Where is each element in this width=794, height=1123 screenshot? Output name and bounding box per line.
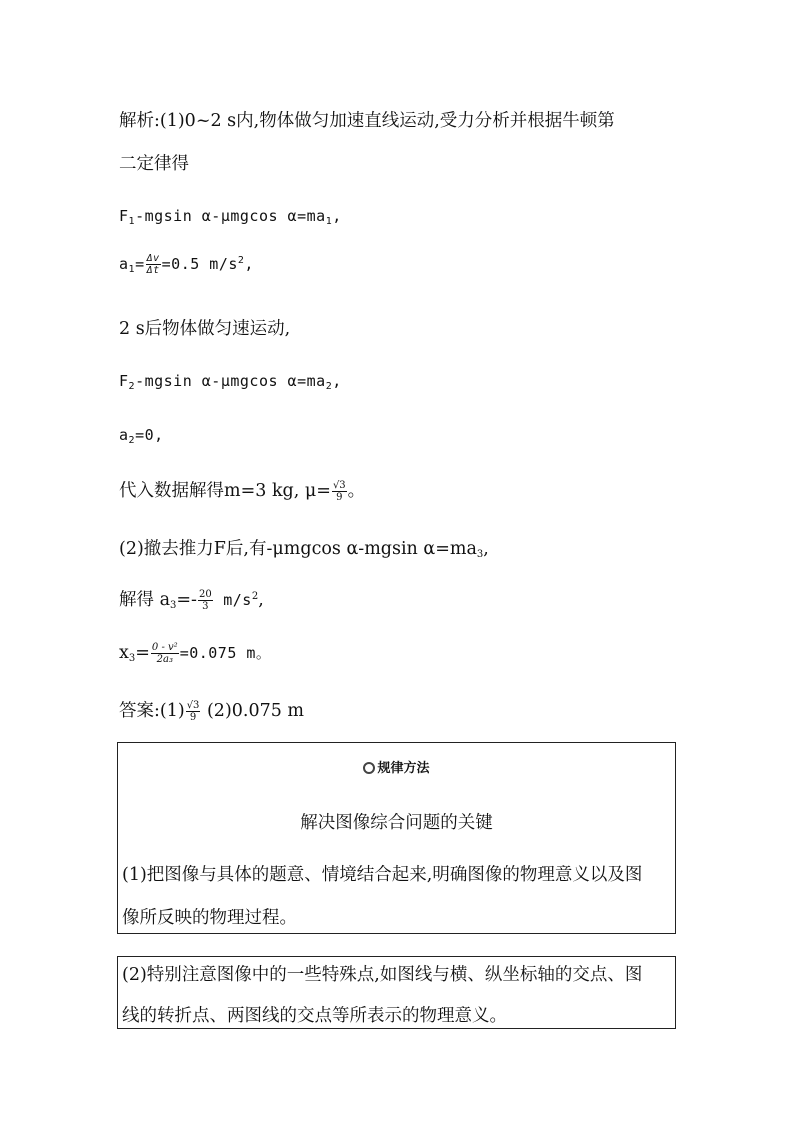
method-point-1-line-1: (1)把图像与具体的题意、情境结合起来,明确图像的物理意义以及图	[122, 865, 643, 885]
method-box-title: 解决图像综合问题的关键	[300, 813, 493, 833]
method-point-2-box	[117, 956, 676, 1029]
method-point-2-line-1: (2)特别注意图像中的一些特殊点,如图线与横、纵坐标轴的交点、图	[122, 965, 643, 985]
solution-intro-line-2: 二定律得	[119, 154, 189, 174]
spiral-icon	[363, 762, 375, 774]
method-box	[117, 742, 676, 934]
method-box-header: 规律方法	[118, 757, 675, 776]
part2-displacement: $x_3=$ $\frac{\text{0 - v²}}{\text{2a₃}}$ =0.075 m。	[119, 642, 272, 665]
equation-1: $F_1$-mgsin α-μmgcos $\alpha=ma_1$,	[119, 207, 342, 227]
answer-line: 答案:(1) $\frac{√3}{9}$ (2)0.075 m	[119, 700, 305, 723]
equation-4: $a_2=0$,	[119, 426, 164, 446]
method-point-1-line-2: 像所反映的物理过程。	[122, 908, 297, 928]
uniform-motion-line: 2 s后物体做匀速运动,	[119, 319, 291, 339]
part2-acceleration: 解得 $a_3=-$ $\frac{20}{3}$ $m/s^2$,	[119, 589, 264, 612]
equation-3: $F_2$-mgsin α-μmgcos $\alpha=ma_2$,	[119, 372, 342, 392]
solution-intro-line: 解析:(1)0~2 s内,物体做匀加速直线运动,受力分析并根据牛顿第	[119, 111, 615, 131]
method-point-2-line-2: 线的转折点、两图线的交点等所表示的物理意义。	[122, 1006, 507, 1026]
substitution-result: 代入数据解得m=3 kg, μ= $\frac{√3}{9}$ 。	[119, 480, 366, 503]
equation-2: $a_1=$ $\frac{\Delta v}{\Delta t}$ =0.5 $m/s^2$,	[119, 253, 254, 276]
part2-equation: (2)撤去推力F后,有-μmgcos α-mgsin $\alpha=ma_3$,	[119, 539, 489, 560]
